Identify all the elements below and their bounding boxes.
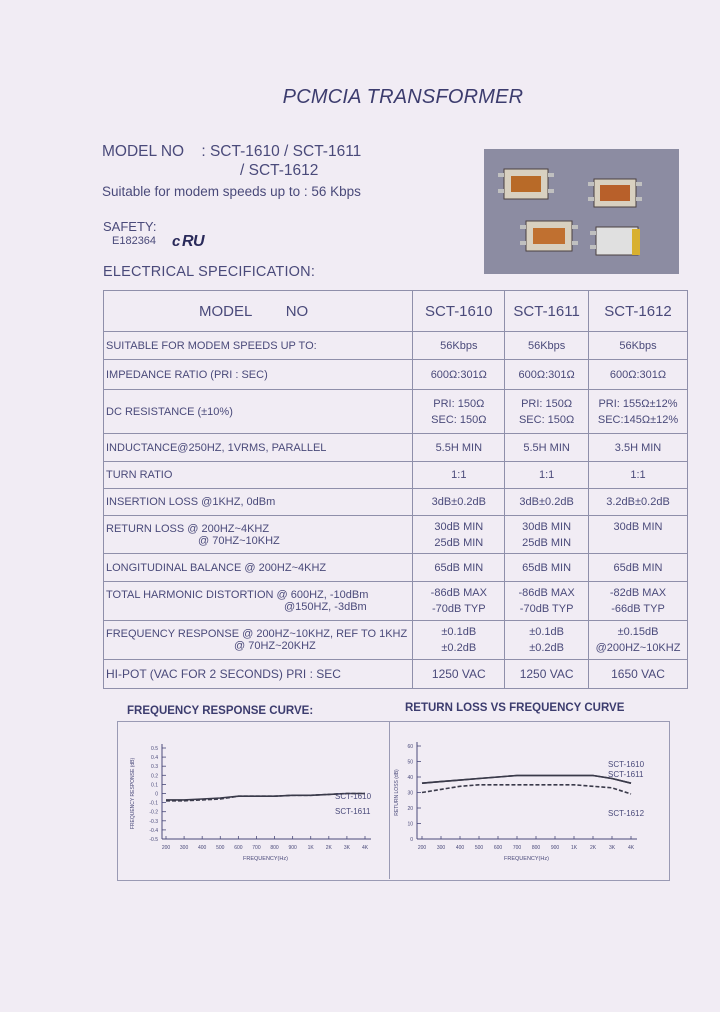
x-tick-label: 600	[493, 845, 503, 851]
y-axis-label: RETURN LOSS (dB)	[394, 769, 400, 816]
row-value	[505, 516, 589, 554]
model-numbers: : SCT-1610 / SCT-1611	[201, 143, 362, 160]
spec-table	[103, 290, 688, 689]
legend-label: SCT-1610	[608, 760, 645, 769]
x-tick-label: 700	[252, 845, 261, 851]
safety-label: SAFETY:	[103, 219, 157, 234]
row-value: 56Kbps	[589, 332, 688, 360]
header-no-text: NO	[285, 302, 309, 320]
table-row	[104, 390, 688, 434]
row-value: 65dB MIN	[589, 554, 688, 582]
value-line: PRI: 150Ω	[433, 397, 485, 410]
label-line: FREQUENCY RESPONSE @ 200HZ~10KHZ, REF TO 1KHZ	[106, 628, 408, 640]
table-row	[104, 434, 688, 462]
row-label: LONGITUDINAL BALANCE @ 200HZ~4KHZ	[104, 554, 413, 582]
return-loss-title: RETURN LOSS VS FREQUENCY CURVE	[405, 702, 625, 714]
model-label: MODEL NO	[102, 143, 185, 160]
table-row	[104, 660, 688, 689]
row-value: 3dB±0.2dB	[413, 489, 505, 516]
table-row	[104, 489, 688, 516]
table-row	[104, 360, 688, 390]
y-tick-label: -0.3	[149, 818, 158, 825]
x-tick-label: 1K	[307, 845, 314, 851]
y-tick-label: 0	[410, 837, 413, 843]
product-photo	[484, 149, 679, 274]
row-label: SUITABLE FOR MODEM SPEEDS UP TO:	[104, 332, 413, 360]
value-line: 25dB MIN	[522, 536, 572, 549]
row-value: 3.2dB±0.2dB	[589, 489, 688, 516]
y-tick-label: 20	[407, 806, 413, 812]
row-value: 65dB MIN	[413, 554, 505, 582]
x-tick-label: 900	[550, 845, 560, 851]
transformer-image-3	[520, 221, 578, 251]
value-line: ±0.15dB	[617, 626, 659, 638]
header-col-2: SCT-1611	[505, 291, 589, 332]
row-value: 56Kbps	[505, 332, 589, 360]
row-value: 5.5H MIN	[413, 434, 505, 462]
row-value: 3.5H MIN	[589, 434, 688, 462]
x-tick-label: 4K	[361, 845, 369, 851]
x-tick-label: 400	[455, 845, 465, 851]
row-label: INSERTION LOSS @1KHZ, 0dBm	[104, 489, 413, 516]
x-tick-label: 1K	[570, 845, 578, 851]
row-label	[104, 621, 413, 660]
row-label	[104, 582, 413, 621]
label-line: @150HZ, -3dBm	[284, 601, 367, 613]
table-header-row	[104, 291, 688, 332]
y-tick-label: 0.2	[151, 773, 158, 780]
row-value: 1250 VAC	[413, 660, 505, 689]
row-label: INDUCTANCE@250HZ, 1VRMS, PARALLEL	[104, 434, 413, 462]
row-value	[589, 621, 688, 660]
row-value: 1:1	[505, 462, 589, 489]
value-line: ±0.1dB	[529, 626, 564, 638]
x-tick-label: 800	[270, 845, 279, 851]
y-tick-label: -0.2	[149, 809, 158, 816]
row-value: 56Kbps	[413, 332, 505, 360]
x-tick-label: 500	[474, 845, 484, 851]
x-tick-label: 2K	[325, 845, 332, 851]
svg-text:U: U	[193, 233, 205, 249]
row-value	[589, 516, 688, 554]
row-value	[589, 390, 688, 434]
x-axis-label: FREQUENCY(Hz)	[243, 856, 288, 862]
row-label: HI-POT (VAC FOR 2 SECONDS) PRI : SEC	[104, 660, 413, 689]
x-tick-label: 500	[216, 845, 225, 851]
row-value	[505, 621, 589, 660]
y-tick-label: -0.5	[149, 837, 158, 843]
y-tick-label: 0.4	[151, 755, 158, 762]
value-line: ±0.1dB	[441, 626, 477, 638]
row-value: 600Ω:301Ω	[505, 360, 589, 390]
page-title: PCMCIA TRANSFORMER	[282, 86, 524, 108]
table-row	[104, 582, 688, 621]
y-tick-label: 0.1	[151, 782, 158, 789]
row-value	[413, 621, 505, 660]
row-value: 5.5H MIN	[505, 434, 589, 462]
x-axis-label: FREQUENCY(Hz)	[504, 856, 549, 862]
row-value	[505, 390, 589, 434]
label-line: @ 70HZ~10KHZ	[198, 534, 280, 547]
safety-code: E182364	[112, 235, 157, 247]
value-line: 30dB MIN	[522, 520, 572, 533]
value-line: ±0.2dB	[529, 642, 564, 654]
y-tick-label: 10	[407, 821, 413, 828]
row-value: 1:1	[413, 462, 505, 489]
value-line: SEC:145Ω±12%	[597, 413, 679, 426]
y-tick-label: 0.5	[151, 746, 158, 752]
value-line: -86dB MAX	[518, 587, 575, 599]
row-value: 1650 VAC	[589, 660, 688, 689]
y-tick-label: 30	[407, 790, 413, 797]
value-line: -70dB TYP	[519, 603, 574, 615]
value-line: 25dB MIN	[434, 536, 484, 549]
row-value	[413, 516, 505, 554]
y-tick-label: -0.1	[149, 800, 158, 807]
y-tick-label: -0.4	[149, 827, 158, 834]
legend-label: SCT-1610	[335, 792, 372, 801]
value-line: SEC: 150Ω	[518, 413, 575, 426]
row-value: 1250 VAC	[505, 660, 589, 689]
label-line: RETURN LOSS @ 200HZ~4KHZ	[106, 522, 270, 535]
value-line: PRI: 155Ω±12%	[598, 397, 678, 410]
table-row	[104, 554, 688, 582]
row-value: 65dB MIN	[505, 554, 589, 582]
row-value: 3dB±0.2dB	[505, 489, 589, 516]
row-value: 600Ω:301Ω	[589, 360, 688, 390]
svg-text:R: R	[182, 233, 194, 249]
x-tick-label: 700	[512, 845, 522, 851]
x-tick-label: 300	[179, 845, 189, 851]
row-label	[104, 516, 413, 554]
frequency-response-title: FREQUENCY RESPONSE CURVE:	[127, 705, 314, 717]
model-numbers-cont: / SCT-1612	[240, 162, 319, 179]
y-tick-label: 0.3	[151, 764, 158, 771]
transformer-image-1	[498, 169, 554, 199]
series-line-sct-1612	[422, 785, 631, 794]
return-loss-chart	[390, 722, 667, 878]
legend-label: SCT-1611	[608, 770, 644, 779]
transformer-image-4	[590, 227, 640, 255]
x-tick-label: 200	[417, 845, 427, 851]
value-line: 30dB MIN	[434, 520, 484, 533]
modem-speed-note: Suitable for modem speeds up to : 56 Kbps	[102, 184, 361, 199]
table-row	[104, 621, 688, 660]
model-number-line	[102, 143, 361, 161]
x-tick-label: 3K	[608, 845, 616, 851]
x-tick-label: 200	[161, 845, 171, 851]
value-line: 30dB MIN	[613, 521, 663, 533]
row-label: DC RESISTANCE (±10%)	[104, 390, 413, 434]
x-tick-label: 400	[198, 845, 207, 851]
y-axis-label: FREQUENCY RESPONSE (dB)	[130, 757, 136, 830]
header-model-text: MODEL	[199, 302, 253, 320]
svg-text:c: c	[172, 233, 181, 249]
header-col-3: SCT-1612	[589, 291, 688, 332]
y-tick-label: 40	[407, 775, 413, 781]
value-line: @200HZ~10KHZ	[595, 642, 681, 654]
row-label: TURN RATIO	[104, 462, 413, 489]
label-line: @ 70HZ~20KHZ	[234, 640, 316, 652]
y-tick-label: 0	[155, 791, 158, 798]
x-tick-label: 4K	[627, 845, 635, 851]
series-line-sct-1611	[422, 776, 631, 784]
value-line: PRI: 150Ω	[521, 397, 573, 410]
section-heading: ELECTRICAL SPECIFICATION:	[103, 264, 316, 280]
x-tick-label: 3K	[343, 845, 350, 851]
ul-logo	[172, 231, 212, 254]
value-line: -86dB MAX	[430, 587, 487, 599]
row-value	[505, 582, 589, 621]
x-tick-label: 900	[288, 845, 297, 851]
value-line: -82dB MAX	[609, 587, 667, 599]
table-row	[104, 516, 688, 554]
legend-label: SCT-1612	[608, 809, 645, 818]
y-tick-label: 50	[407, 759, 413, 766]
header-model	[104, 291, 413, 332]
row-label: IMPEDANCE RATIO (PRI : SEC)	[104, 360, 413, 390]
transformer-image-2	[588, 179, 642, 207]
value-line: -70dB TYP	[431, 603, 486, 615]
x-tick-label: 300	[436, 845, 446, 851]
row-value	[413, 582, 505, 621]
x-tick-label: 800	[531, 845, 541, 851]
row-value	[589, 582, 688, 621]
value-line: ±0.2dB	[441, 642, 477, 654]
row-value	[413, 390, 505, 434]
table-row	[104, 462, 688, 489]
y-tick-label: 60	[407, 744, 413, 750]
label-line: TOTAL HARMONIC DISTORTION @ 600HZ, -10dBm	[106, 589, 369, 601]
value-line: -66dB TYP	[611, 603, 665, 615]
header-col-1: SCT-1610	[413, 291, 505, 332]
row-value: 600Ω:301Ω	[413, 360, 505, 390]
frequency-response-chart	[118, 722, 388, 878]
value-line: SEC: 150Ω	[431, 413, 487, 426]
x-tick-label: 600	[234, 845, 243, 851]
legend-label: SCT-1611	[335, 807, 371, 816]
table-row	[104, 332, 688, 360]
x-tick-label: 2K	[589, 845, 597, 851]
row-value: 1:1	[589, 462, 688, 489]
